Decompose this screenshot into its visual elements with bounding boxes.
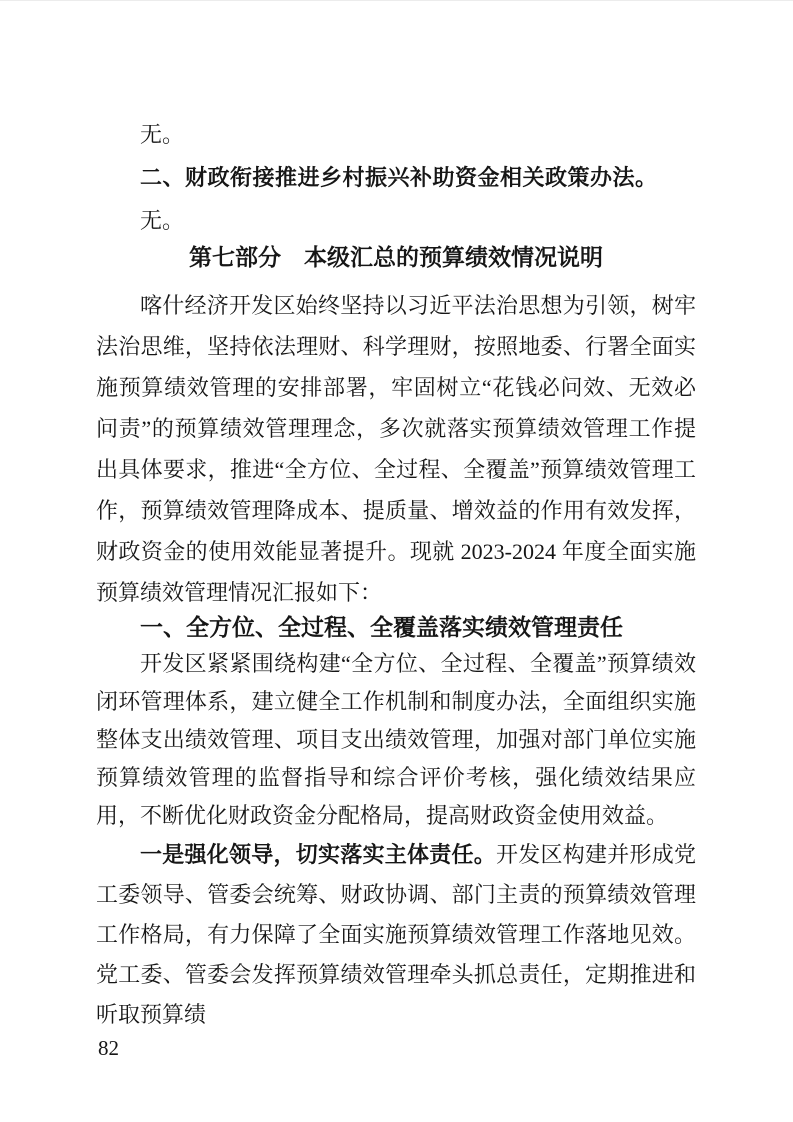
body-paragraph-1: 开发区紧紧围绕构建“全方位、全过程、全覆盖”预算绩效闭环管理体系，建立健全工作机制和制度办法，全面组织实施整体支出绩效管理、项目支出绩效管理，加强对部门单位实施预算绩效管理的监督指导和综合评价考核，强化绩效结果应用，不断优化财政资金分配格局，提高财政资金使用效益。 xyxy=(96,651,696,828)
none-statement-1: 无。 xyxy=(140,122,185,147)
section-2-heading: 二、财政衔接推进乡村振兴补助资金相关政策办法。 xyxy=(140,165,658,190)
none-statement-2: 无。 xyxy=(140,208,185,233)
paragraph-2-lead-bold: 一是强化领导，切实落实主体责任。 xyxy=(140,842,496,867)
subsection-1-heading: 一、全方位、全过程、全覆盖落实绩效管理责任 xyxy=(140,614,623,640)
page-number: 82 xyxy=(98,1036,119,1060)
part-7-title: 第七部分 本级汇总的预算绩效情况说明 xyxy=(189,244,603,270)
intro-paragraph: 喀什经济开发区始终坚持以习近平法治思想为引领，树牢法治思维，坚持依法理财、科学理财，按照地委、行署全面实施预算绩效管理的安排部署，牢固树立“花钱必问效、无效必问责”的预算绩效管理理念，多次就落实预算绩效管理工作提出具体要求，推进“全方位、全过程、全覆盖”预算绩效管理工作，预算绩效管理降成本、提质量、增效益的作用有效发挥，财政资金的使用效能显著提升。现就 2023-2024 年度全面实施预算绩效管理情况汇报如下： xyxy=(96,293,696,605)
body-paragraph-2 xyxy=(96,835,696,1035)
paragraph-2-rest: 开发区构建并形成党工委领导、管委会统筹、财政协调、部门主责的预算绩效管理工作格局，有力保障了全面实施预算绩效管理工作落地见效。党工委、管委会发挥预算绩效管理牵头抓总责任，定期推进和听取预算绩 xyxy=(96,842,696,1027)
